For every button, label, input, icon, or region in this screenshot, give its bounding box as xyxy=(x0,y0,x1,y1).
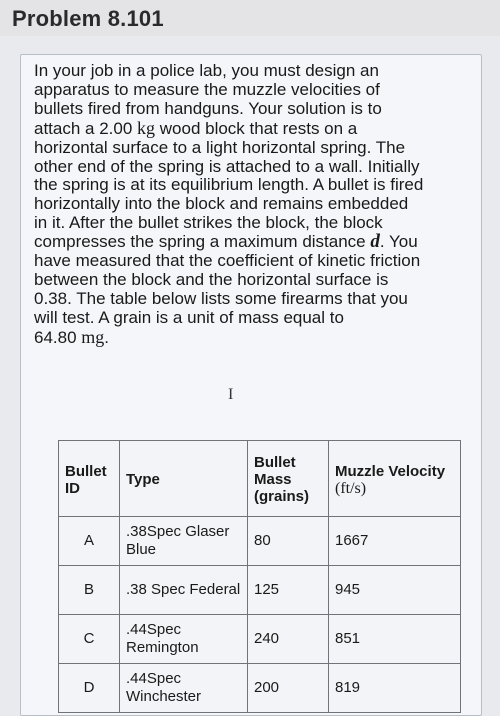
cell-bullet-id: C xyxy=(59,615,120,664)
cell-type: .38Spec Glaser Blue xyxy=(120,517,248,566)
problem-line: will test. A grain is a unit of mass equal to xyxy=(34,307,344,327)
problem-line: have measured that the coefficient of kinetic friction xyxy=(34,251,421,271)
header-velocity-label: Muzzle Velocity xyxy=(335,462,446,480)
problem-line: between the block and the horizontal surface is xyxy=(34,269,389,289)
cell-velocity: 1667 xyxy=(329,517,461,566)
table-row xyxy=(59,566,461,615)
problem-line: horizontal surface to a light horizontal spring. The xyxy=(34,137,406,157)
problem-line-segment: . xyxy=(104,327,110,347)
header-mass-label: Bullet Mass xyxy=(254,454,296,488)
cell-mass: 80 xyxy=(248,517,329,566)
problem-line: apparatus to measure the muzzle velocities of xyxy=(34,79,380,99)
problem-line-segment: . You xyxy=(379,232,418,252)
header-bullet-id: Bullet ID xyxy=(59,441,120,517)
problem-line: horizontally into the block and remains embedded xyxy=(34,194,409,214)
cell-mass: 200 xyxy=(248,664,329,713)
problem-line-segment: wood block that rests on a xyxy=(155,118,358,138)
cell-mass: 125 xyxy=(248,566,329,615)
cell-bullet-id: D xyxy=(59,664,120,713)
table-row xyxy=(59,615,461,664)
cell-velocity: 819 xyxy=(329,664,461,713)
firearms-table xyxy=(58,440,461,713)
grain-unit: mg xyxy=(81,326,105,347)
header-velocity-unit: (ft/s) xyxy=(335,479,367,497)
header-bullet-mass xyxy=(248,441,329,517)
problem-line-segment: attach a 2.00 xyxy=(34,118,138,138)
problem-line: in it. After the bullet strikes the block, the block xyxy=(34,213,383,233)
table-header-row xyxy=(59,441,461,517)
cell-mass: 240 xyxy=(248,615,329,664)
problem-line-segment: 64.80 xyxy=(34,327,82,347)
cell-velocity: 851 xyxy=(329,615,461,664)
cell-type: .38 Spec Federal xyxy=(120,566,248,615)
cell-bullet-id: A xyxy=(59,517,120,566)
problem-line: bullets fired from handguns. Your solution is to xyxy=(34,98,382,118)
problem-line: In your job in a police lab, you must design an xyxy=(34,61,379,80)
cell-type: .44Spec Winchester xyxy=(120,664,248,713)
cell-bullet-id: B xyxy=(59,566,120,615)
problem-line: other end of the spring is attached to a wall. Initially xyxy=(34,156,420,176)
mass-unit: kg xyxy=(137,117,156,138)
cell-type: .44Spec Remington xyxy=(120,615,248,664)
problem-line: 0.38. The table below lists some firearms that you xyxy=(34,288,408,308)
header-mass-unit: (grains) xyxy=(254,488,310,505)
header-muzzle-velocity xyxy=(329,441,461,517)
header-type: Type xyxy=(120,441,248,517)
problem-line: the spring is at its equilibrium length. A bullet is fired xyxy=(34,175,424,195)
text-cursor-icon: I xyxy=(228,386,234,403)
table-row xyxy=(59,664,461,713)
cell-velocity: 945 xyxy=(329,566,461,615)
table-row xyxy=(59,517,461,566)
problem-statement xyxy=(34,62,474,348)
distance-variable: d xyxy=(370,231,380,253)
page-title: Problem 8.101 xyxy=(12,6,164,31)
problem-line-segment: compresses the spring a maximum distance xyxy=(34,232,371,252)
